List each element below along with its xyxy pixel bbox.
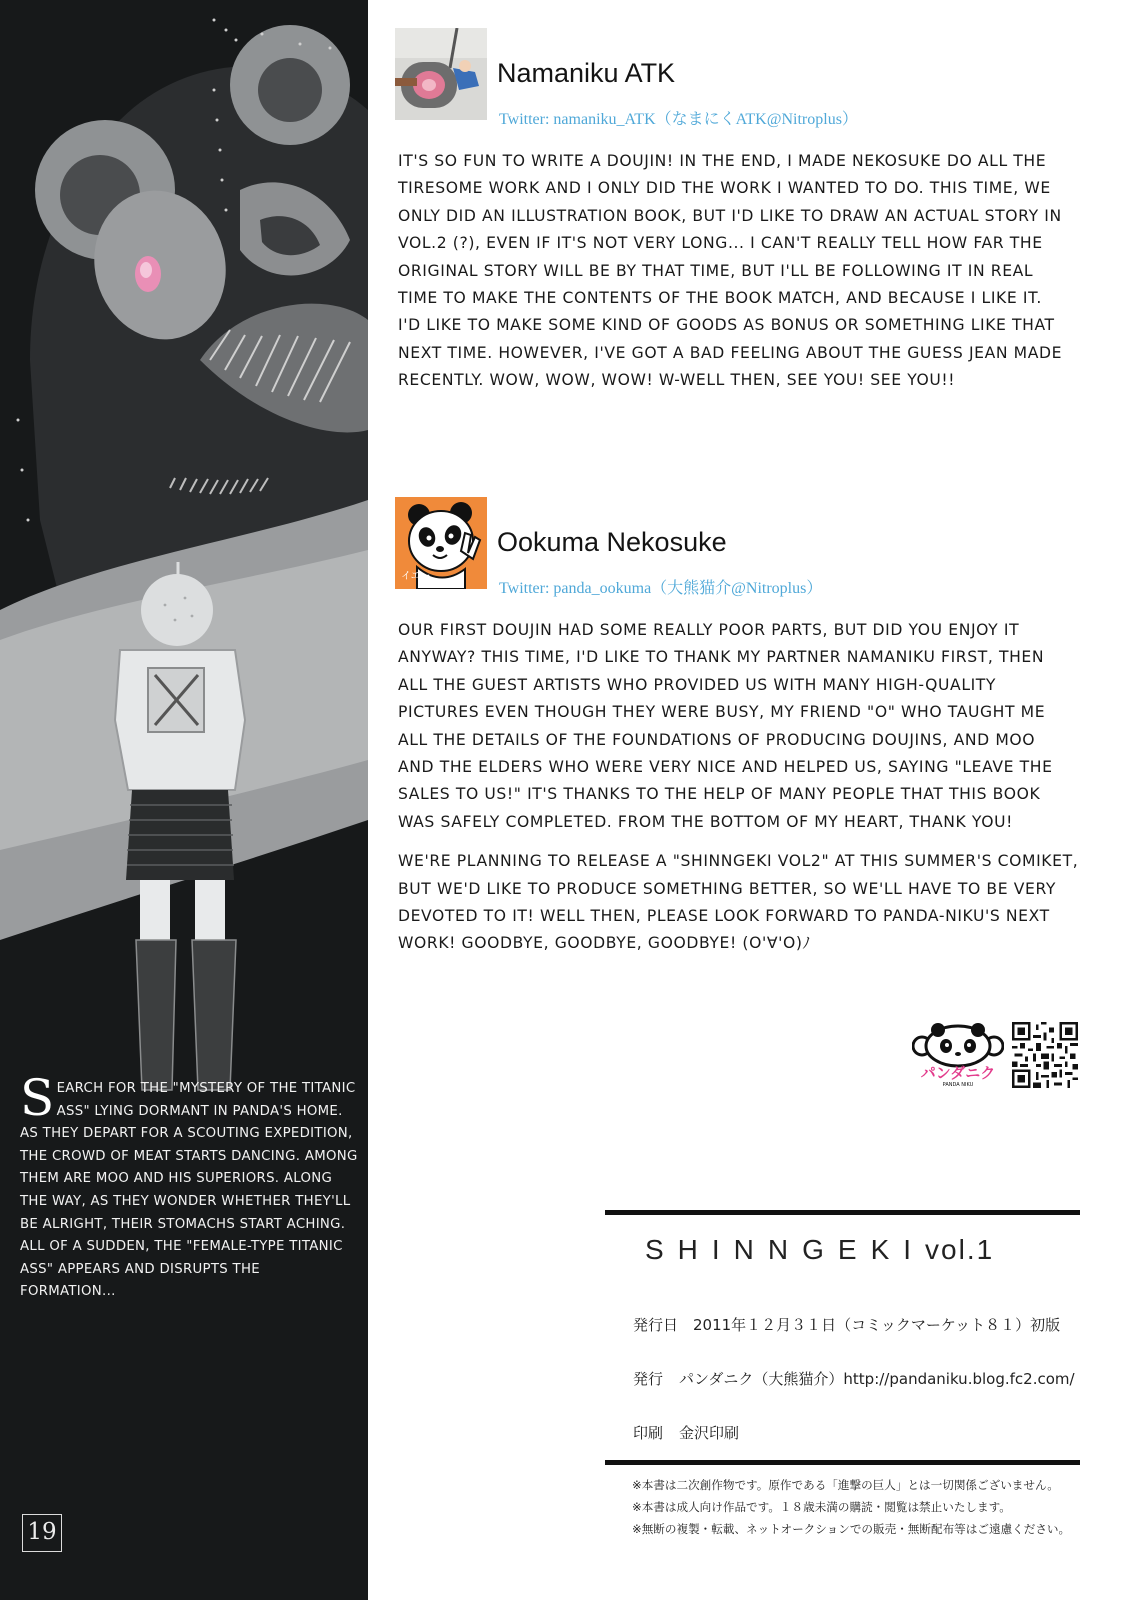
colophon: [605, 1210, 1080, 1540]
colophon-title: [645, 1234, 994, 1266]
meat-on-pole-avatar-icon: [395, 28, 487, 120]
cover-illustration-panel: [0, 0, 368, 1600]
logo-text: パンダニク: [920, 1064, 996, 1082]
colophon-top-rule: [605, 1210, 1080, 1215]
comment-line: TIRESOME WORK AND I ONLY DID THE WORK I WANTED TO DO. THIS TIME, WE: [398, 179, 1051, 198]
page-number: 19: [22, 1514, 62, 1552]
colophon-value: 金沢印刷: [679, 1424, 740, 1442]
comment-line: BUT WE'D LIKE TO PRODUCE SOMETHING BETTER, SO WE'LL HAVE TO BE VERY: [398, 879, 1057, 898]
comment-line: ALL THE DETAILS OF THE FOUNDATIONS OF PRODUCING DOUJINS, AND MOO: [398, 730, 1036, 749]
comment-line: ALL THE GUEST ARTISTS WHO PROVIDED US WITH MANY HIGH-QUALITY: [398, 675, 997, 694]
svg-text:イエー: イエー: [401, 571, 431, 582]
synopsis-dropcap: S: [20, 1069, 55, 1127]
qr-code-icon[interactable]: [1012, 1022, 1078, 1088]
comment-line: TIME TO MAKE THE CONTENTS OF THE BOOK MATCH, AND BECAUSE I LIKE IT.: [398, 289, 1042, 308]
comment-line: AND THE ELDERS WHO WERE VERY NICE AND HELPED US, SAYING "LEAVE THE: [398, 758, 1053, 777]
comment-line: WAS SAFELY COMPLETED. FROM THE BOTTOM OF MY HEART, THANK YOU!: [398, 812, 1013, 831]
author-twitter-link[interactable]: Twitter: panda_ookuma（大熊猫介@Nitroplus）: [499, 580, 823, 597]
colophon-note: ※本書は成人向け作品です。１８歳未満の購読・閲覧は禁止いたします。: [632, 1500, 1011, 1514]
comment-line: WE'RE PLANNING TO RELEASE A "SHINNGEKI VOL2" AT THIS SUMMER'S COMIKET,: [398, 852, 1079, 871]
logo-subtext: PANDA NIKU: [942, 1082, 974, 1088]
comment-paragraph: [398, 148, 1110, 395]
comment-line: WORK! GOODBYE, GOODBYE, GOODBYE! (O'∀'O)ﾉ: [398, 934, 811, 953]
colophon-label: 印刷: [633, 1424, 664, 1442]
colophon-bottom-rule: [605, 1460, 1080, 1465]
panda-peace-sign-avatar-icon: [395, 497, 487, 589]
comment-line: I'D LIKE TO MAKE SOME KIND OF GOODS AS BONUS OR SOMETHING LIKE THAT: [398, 316, 1055, 335]
comment-line: PICTURES EVEN THOUGH THEY WERE BUSY, MY FRIEND "O" WHO TAUGHT ME: [398, 703, 1046, 722]
colophon-row-publisher: [633, 1368, 1075, 1389]
bear-and-soldier-illustration: [0, 0, 368, 1600]
comment-line: DEVOTED TO IT! WELL THEN, PLEASE LOOK FORWARD TO PANDA-NIKU'S NEXT: [398, 907, 1050, 926]
comment-line: ORIGINAL STORY WILL BE BY THAT TIME, BUT I'LL BE FOLLOWING IT IN REAL: [398, 261, 1034, 280]
colophon-title-vol: vol.1: [925, 1234, 995, 1265]
colophon-value: パンダニク（大熊猫介）http://pandaniku.blog.fc2.com/: [679, 1370, 1075, 1388]
author-comment-text: [398, 617, 1110, 970]
comment-line: ANYWAY? THIS TIME, I'D LIKE TO THANK MY PARTNER NAMANIKU FIRST, THEN: [398, 648, 1045, 667]
comment-paragraph: [398, 848, 1110, 958]
colophon-note: ※本書は二次創作物です。原作である「進撃の巨人」とは一切関係ございません。: [632, 1478, 1059, 1492]
author-name: Namaniku ATK: [497, 58, 676, 88]
colophon-title-main: SHINNGEKI: [645, 1234, 926, 1265]
pandaniku-logo: [912, 1022, 1004, 1088]
author-comment-ookuma: [395, 497, 1110, 953]
comment-line: OUR FIRST DOUJIN HAD SOME REALLY POOR PARTS, BUT DID YOU ENJOY IT: [398, 621, 1020, 639]
colophon-note: ※無断の複製・転載、ネットオークションでの販売・無断配布等はご遠慮ください。: [632, 1522, 1071, 1536]
colophon-row-printer: [633, 1422, 739, 1443]
comment-paragraph: [398, 617, 1110, 836]
colophon-label: 発行: [633, 1370, 664, 1388]
synopsis-text: EARCH FOR THE "MYSTERY OF THE TITANIC ASS" LYING DORMANT IN PANDA'S HOME. AS THEY DEPART FOR A SCOUTING EXPEDITION, THE CROWD OF MEAT STARTS DANCING. AMONG THEM ARE MOO AND HIS SUPERIORS. ALONG THE WAY, AS THEY WONDER WHETHER THEY'LL BE ALRIGHT, THEIR STOMACHS START ACHING. ALL OF A SUDDEN, THE "FEMALE-TYPE TITANIC ASS" APPEARS AND DISRUPTS THE FORMATION...: [20, 1081, 358, 1300]
comment-line: ONLY DID AN ILLUSTRATION BOOK, BUT I'D LIKE TO DRAW AN ACTUAL STORY IN: [398, 206, 1062, 225]
colophon-row-publish-date: [633, 1314, 1060, 1335]
comment-line: IT'S SO FUN TO WRITE A DOUJIN! IN THE END, I MADE NEKOSUKE DO ALL THE: [398, 152, 1047, 170]
comment-line: RECENTLY. WOW, WOW, WOW! W-WELL THEN, SEE YOU! SEE YOU!!: [398, 371, 956, 390]
colophon-value: 2011年１２月３１日（コミックマーケット８１）初版: [693, 1316, 1061, 1334]
author-comment-namaniku: [395, 28, 1110, 388]
author-name: Ookuma Nekosuke: [497, 527, 727, 557]
story-synopsis: [20, 1069, 360, 1304]
comment-line: NEXT TIME. HOWEVER, I'VE GOT A BAD FEELING ABOUT THE GUESS JEAN MADE: [398, 343, 1063, 362]
author-comment-text: [398, 148, 1110, 407]
comment-line: VOL.2 (?), EVEN IF IT'S NOT VERY LONG... I CAN'T REALLY TELL HOW FAR THE: [398, 234, 1043, 253]
comment-line: SALES TO US!" IT'S THANKS TO THE HELP OF MANY PEOPLE THAT THIS BOOK: [398, 785, 1041, 804]
author-twitter-link[interactable]: Twitter: namaniku_ATK（なまにくATK@Nitroplus）: [499, 111, 858, 128]
colophon-label: 発行日: [633, 1316, 679, 1334]
